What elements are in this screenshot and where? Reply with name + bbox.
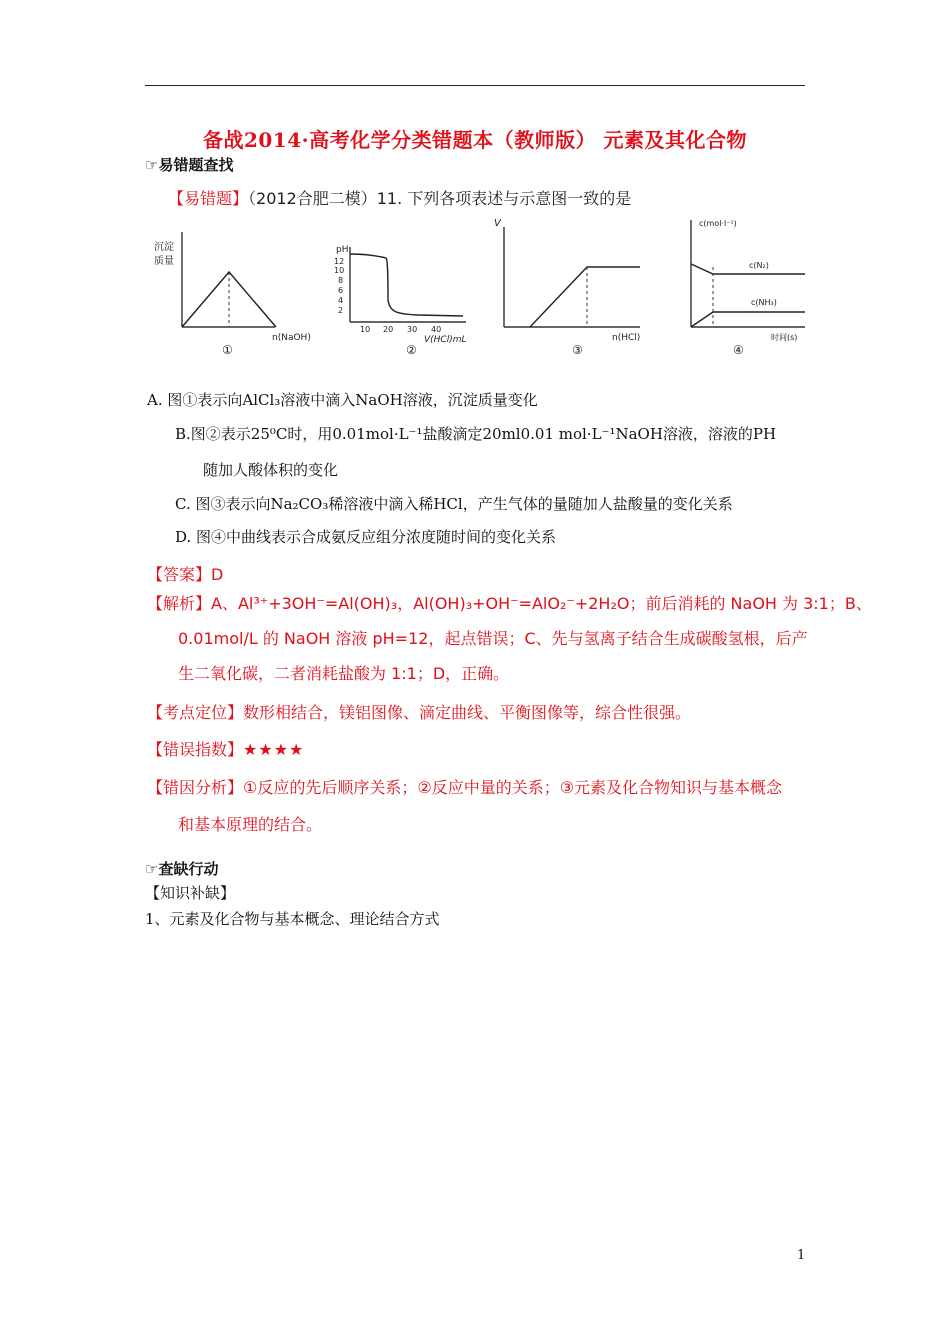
fig2-ytick-8: 8 <box>338 276 344 285</box>
fig2-ytick-2: 2 <box>338 306 344 315</box>
fig4-ylabel: c(mol·l⁻¹) <box>699 219 737 228</box>
option-c: C. 图③表示向Na₂CO₃稀溶液中滴入稀HCl，产生气体的量随加人盐酸量的变化关系 <box>175 495 733 513</box>
error-index-line <box>147 737 304 760</box>
fig2-xtick-40: 40 <box>431 325 442 334</box>
fig2-ytick-6: 6 <box>338 286 344 295</box>
knowledge-label: 【知识补缺】 <box>145 884 236 902</box>
exam-point-value: 数形相结合，镁铝图像、滴定曲线、平衡图像等，综合性很强。 <box>243 703 692 722</box>
fig2-xtick-10: 10 <box>360 325 371 334</box>
answer-value: D <box>211 565 224 584</box>
error-cause-line-1 <box>147 775 782 798</box>
answer-line <box>147 562 223 585</box>
page-title: 备战2014·高考化学分类错题本（教师版） 元素及其化合物 <box>202 128 748 152</box>
fig4-label-nh3: c(NH₃) <box>751 298 777 307</box>
figure-3 <box>490 212 650 360</box>
fig1-ylabel-2: 质量 <box>154 256 174 267</box>
option-b-line1: B.图②表示25⁰C时，用0.01mol·L⁻¹盐酸滴定20ml0.01 mol·L⁻¹NaOH溶液，溶液的PH <box>175 425 777 443</box>
analysis-line-3: 生二氧化碳，二者消耗盐酸为 1:1；D，正确。 <box>178 664 510 683</box>
fig4-curve-nh3 <box>691 312 805 327</box>
fig4-xlabel: 时间(s) <box>771 333 798 342</box>
section-heading-fill-gaps: ☞查缺行动 <box>145 860 219 878</box>
knowledge-item-1: 1、元素及化合物与基本概念、理论结合方式 <box>145 910 440 928</box>
fig3-caption: ③ <box>572 343 583 357</box>
header-rule <box>145 85 805 86</box>
error-cause-label: 【错因分析】 <box>147 778 244 797</box>
error-index-stars: ★★★★ <box>243 740 305 759</box>
figure-4 <box>685 212 810 360</box>
option-b-line2: 随加人酸体积的变化 <box>203 461 339 479</box>
figure-2 <box>328 212 478 360</box>
section-heading-find-errors: ☞易错题查找 <box>145 156 234 174</box>
exam-point-label: 【考点定位】 <box>147 703 244 722</box>
fig2-ytick-10: 10 <box>334 266 345 275</box>
fig4-curve-n2 <box>691 264 805 274</box>
analysis-line-2: 0.01mol/L 的 NaOH 溶液 pH=12，起点错误；C、先与氢离子结合生成碳酸氢根，后产 <box>178 629 808 648</box>
fig3-xlabel: n(HCl) <box>612 333 641 343</box>
fig2-ytick-12: 12 <box>334 257 345 266</box>
fig3-ylabel: V <box>494 218 501 229</box>
analysis-line-1 <box>147 591 872 614</box>
fig3-curve <box>530 267 640 327</box>
fig4-label-n2: c(N₂) <box>749 261 769 270</box>
fig1-ylabel-1: 沉淀 <box>154 242 174 253</box>
question-heading <box>168 186 631 209</box>
figure-row <box>150 212 810 360</box>
question-source: （2012合肥二模）11. 下列各项表述与示意图一致的是 <box>248 189 632 208</box>
error-cause-text-1: ①反应的先后顺序关系；②反应中量的关系；③元素及化合物知识与基本概念 <box>243 778 783 797</box>
fig1-caption: ① <box>222 343 233 357</box>
fig2-caption: ② <box>406 343 417 357</box>
fig2-titration-curve <box>350 254 463 316</box>
exam-point-line <box>147 700 691 723</box>
figure-1 <box>150 212 320 360</box>
fig2-xtick-20: 20 <box>383 325 394 334</box>
page-number: 1 <box>797 1248 806 1263</box>
option-d: D. 图④中曲线表示合成氨反应组分浓度随时间的变化关系 <box>175 528 557 546</box>
fig1-xlabel: n(NaOH) <box>272 333 311 343</box>
analysis-label: 【解析】 <box>147 594 212 613</box>
analysis-text-1: A、Al³⁺+3OH⁻=Al(OH)₃，Al(OH)₃+OH⁻=AlO₂⁻+2H₂O；前后消耗的 NaOH 为 3:1；B、 <box>211 594 872 613</box>
fig2-xlabel: V(HCl)mL <box>424 335 467 345</box>
question-tag: 【易错题】 <box>168 189 249 208</box>
answer-label: 【答案】 <box>147 565 212 584</box>
fig2-ylabel: pH <box>336 245 349 255</box>
fig2-ytick-4: 4 <box>338 296 344 305</box>
error-cause-line-2: 和基本原理的结合。 <box>178 815 323 834</box>
option-a: A. 图①表示向AlCl₃溶液中滴入NaOH溶液，沉淀质量变化 <box>147 391 538 409</box>
fig2-xtick-30: 30 <box>407 325 418 334</box>
fig4-caption: ④ <box>733 343 744 357</box>
error-index-label: 【错误指数】 <box>147 740 244 759</box>
